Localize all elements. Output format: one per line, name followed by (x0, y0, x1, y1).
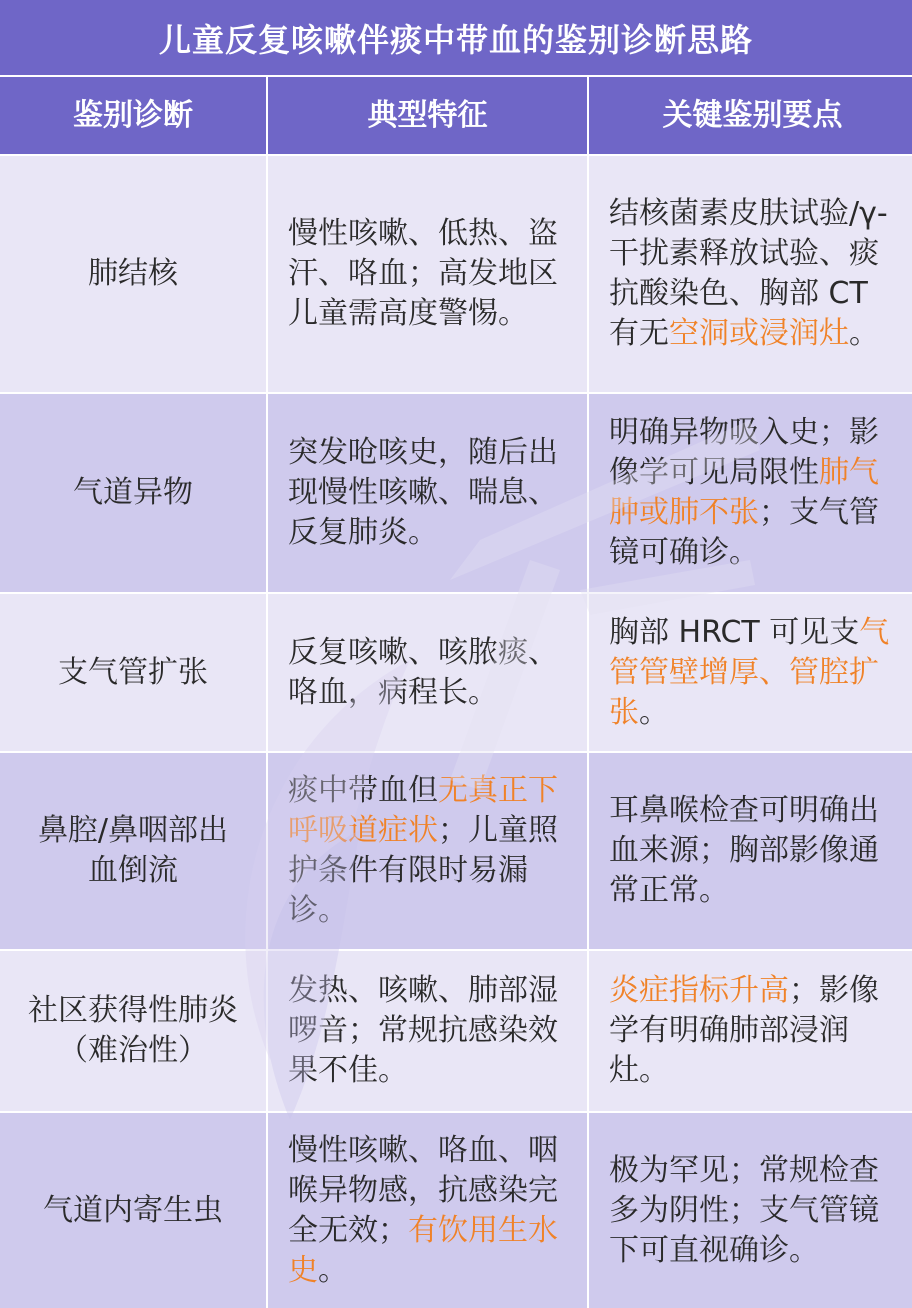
row-key-points (589, 156, 912, 392)
cell-text: 。 (318, 1252, 348, 1288)
cell-text: ；儿童照护条件有限时易漏诊。 (288, 813, 558, 928)
cell-text: 慢性咳嗽、咯血、咽喉异物感，抗感染完全无效； (288, 1132, 558, 1248)
cell-text: 结核菌素皮肤试验/γ-干扰素释放试验、痰抗酸染色、胸部 CT 有无 (609, 196, 888, 351)
cell-text: 突发呛咳史，随后出现慢性咳嗽、喘息、反复肺炎。 (288, 435, 558, 550)
cell-text: 明确异物吸入史；影像学可见局限性 (609, 415, 879, 490)
row-diagnosis: 支气管扩张 (0, 594, 266, 751)
row-features (268, 594, 587, 751)
diagnosis-table (0, 77, 912, 1296)
row-features (268, 156, 587, 392)
cell-text: 反复咳嗽、咳脓痰、咯血，病程长。 (288, 634, 558, 710)
header-features: 典型特征 (268, 77, 587, 154)
cell-text: 。 (849, 316, 879, 351)
row-key-points (589, 951, 912, 1111)
row-key-points (589, 1113, 912, 1308)
highlighted-text: 炎症指标升高 (609, 973, 789, 1008)
cell-text: 胸部 HRCT 可见支 (609, 614, 860, 650)
highlighted-text: 空洞或浸润灶 (669, 316, 849, 351)
highlighted-text: 肺气肿或肺不张 (609, 455, 879, 530)
cell-text: 痰中带血但 (288, 773, 438, 808)
highlighted-text: 无真正下呼吸道症状 (288, 773, 558, 848)
row-diagnosis: 肺结核 (0, 156, 266, 392)
cell-text: 慢性咳嗽、低热、盗汗、咯血；高发地区儿童需高度警惕。 (288, 216, 558, 331)
row-features (268, 951, 587, 1111)
cell-text: 极为罕见；常规检查多为阴性；支气管镜下可直视确诊。 (609, 1152, 879, 1268)
cell-text: ；支气管镜可确诊。 (609, 495, 879, 570)
row-key-points (589, 594, 912, 751)
row-key-points (589, 394, 912, 592)
table-title: 儿童反复咳嗽伴痰中带血的鉴别诊断思路 (0, 0, 912, 75)
header-diagnosis: 鉴别诊断 (0, 77, 266, 154)
highlighted-text: 有饮用生水史 (288, 1212, 558, 1288)
row-features (268, 394, 587, 592)
header-key-points: 关键鉴别要点 (589, 77, 912, 154)
row-key-points (589, 753, 912, 949)
row-features (268, 1113, 587, 1308)
row-diagnosis: 鼻腔/鼻咽部出血倒流 (0, 753, 266, 949)
highlighted-text: 气管管壁增厚、管腔扩张 (609, 614, 890, 730)
row-diagnosis: 气道异物 (0, 394, 266, 592)
row-features (268, 753, 587, 949)
row-diagnosis: 社区获得性肺炎（难治性） (0, 951, 266, 1111)
cell-text: 耳鼻喉检查可明确出血来源；胸部影像通常正常。 (609, 793, 879, 908)
cell-text: ；影像学有明确肺部浸润灶。 (609, 973, 879, 1088)
cell-text: 。 (639, 694, 669, 730)
row-diagnosis: 气道内寄生虫 (0, 1113, 266, 1308)
cell-text: 发热、咳嗽、肺部湿啰音；常规抗感染效果不佳。 (288, 973, 558, 1088)
